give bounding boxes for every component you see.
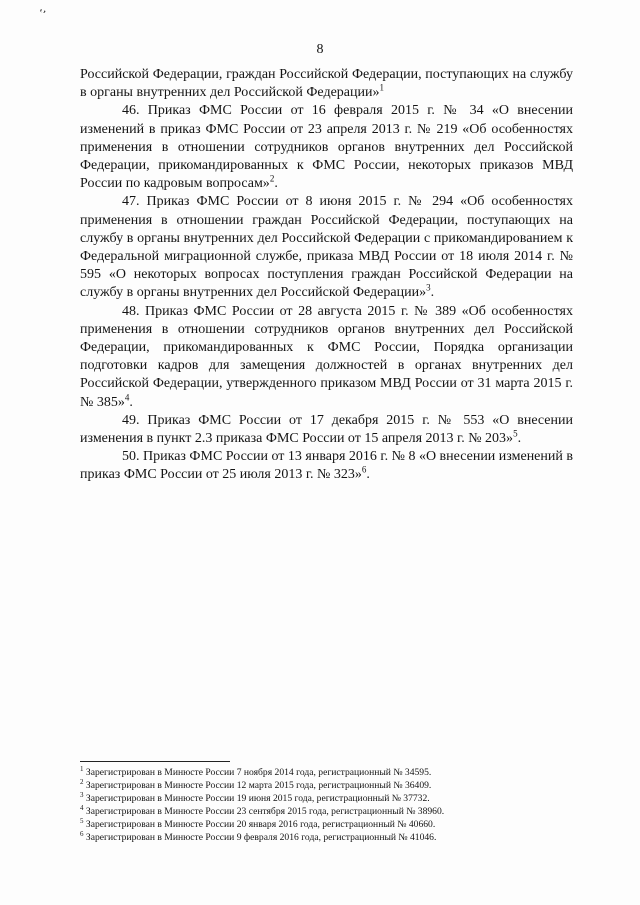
- footnote-number: 1: [80, 764, 84, 773]
- footnote-1: [80, 766, 573, 779]
- footnote-text: Зарегистрирован в Минюсте России 7 ноября 2014 года, регистрационный № 34595.: [85, 767, 432, 778]
- footnote-ref: 4: [124, 392, 130, 402]
- footnote-ref: 3: [426, 282, 431, 293]
- footnote-text: Зарегистрирован в Минюсте России 19 июня 2015 года, регистрационный № 37732.: [85, 793, 430, 804]
- page-number: 8: [316, 42, 324, 57]
- paragraph-item-46: 46. Приказ ФМС России от 16 февраля 2015 г. № 34 «О внесении изменений в приказ ФМС России от 23 апреля 2013 г. № 219 «Об особенностях применения в отношении сотрудников органов внутренних дел Российской Федерации, прикомандированных к ФМС России, некоторых приказов МВД России по кадровым вопросам»$^2$.: [80, 103, 573, 192]
- paragraph-item-50: 50. Приказ ФМС России от 13 января 2016 г. № 8 «О внесении изменений в приказ ФМС России от 25 июля 2013 г. № 323»$^6$.: [80, 449, 573, 483]
- footnote-number: 4: [80, 803, 84, 812]
- footnote-2: [80, 779, 573, 792]
- paragraph-text: Российской Федерации, граждан Российской Федерации, поступающих на службу в органы внутренних дел Российской Федерации»: [80, 67, 573, 101]
- footnote-number: 5: [80, 816, 84, 825]
- paragraph-intro: [80, 66, 573, 102]
- footnote-ref: 2: [269, 173, 275, 184]
- footnote-ref: 1: [379, 82, 384, 93]
- paragraph-text: 48. Приказ ФМС России от 28 августа 2015 г. № 389 «Об особенностях применения в отношении сотрудников органов внутренних дел Российской Федерации, прикомандированных к ФМС России, Порядка организации подготовки кадров для замещения должностей в органах внутренних дел Российской Федерации, утвержденного приказом МВД России от 31 марта 2015 г. № 385»: [80, 303, 573, 410]
- paragraph-text: 50. Приказ ФМС России от 13 января 2016 г. № 8 «О внесении изменений в приказ ФМС России от 25 июля 2013 г. № 323»: [80, 449, 573, 483]
- footnote-6: [80, 831, 573, 844]
- footnote-ref: 5: [513, 428, 518, 439]
- footnote-4: [80, 805, 573, 818]
- footnote-text: Зарегистрирован в Минюсте России 9 февраля 2016 года, регистрационный № 41046.: [85, 832, 437, 843]
- body-text: [80, 66, 573, 485]
- footnote-3: [80, 792, 573, 805]
- paragraph-text: 47. Приказ ФМС России от 8 июня 2015 г. № 294 «Об особенностях применения в отношении граждан Российской Федерации, поступающих на службу в органы внутренних дел Российской Федерации с прикомандированием к Федеральной миграционной службе, приказа МВД России от 18 июля 2014 г. № 595 «О некоторых вопросах поступления граждан Российской Федерации на службу в органы внутренних дел Российской Федерации»: [80, 194, 573, 301]
- footnote-number: 2: [80, 777, 84, 786]
- footnote-text: Зарегистрирован в Минюсте России 12 марта 2015 года, регистрационный № 36409.: [85, 780, 432, 791]
- footnote-ref: 6: [361, 464, 367, 475]
- footnotes: [80, 766, 573, 844]
- paragraph-item-49: 49. Приказ ФМС России от 17 декабря 2015 г. № 553 «О внесении изменения в пункт 2.3 приказа ФМС России от 15 апреля 2013 г. № 203»$^5$.: [80, 412, 573, 447]
- paragraph-text: 49. Приказ ФМС России от 17 декабря 2015 г. № 553 «О внесении изменения в пункт 2.3 приказа ФМС России от 15 апреля 2013 г. № 203»: [80, 412, 573, 447]
- footnote-text: Зарегистрирован в Минюсте России 20 января 2016 года, регистрационный № 40660.: [85, 819, 436, 830]
- footnote-number: 6: [80, 829, 84, 838]
- paragraph-item-47: 47. Приказ ФМС России от 8 июня 2015 г. № 294 «Об особенностях применения в отношении граждан Российской Федерации, поступающих на службу в органы внутренних дел Российской Федерации с прикомандированием к Федеральной миграционной службе, приказа МВД России от 18 июля 2014 г. № 595 «О некоторых вопросах поступления граждан Российской Федерации на службу в органы внутренних дел Российской Федерации»$^3$.: [80, 194, 573, 301]
- paragraph-item-48: 48. Приказ ФМС России от 28 августа 2015 г. № 389 «Об особенностях применения в отношении сотрудников органов внутренних дел Российской Федерации, прикомандированных к ФМС России, Порядка организации подготовки кадров для замещения должностей в органах внутренних дел Российской Федерации, утвержденного приказом МВД России от 31 марта 2015 г. № 385»$^4$.: [80, 303, 573, 410]
- paragraph-text: 46. Приказ ФМС России от 16 февраля 2015 г. № 34 «О внесении изменений в приказ ФМС России от 23 апреля 2013 г. № 219 «Об особенностях применения в отношении сотрудников органов внутренних дел Российской Федерации, прикомандированных к ФМС России, некоторых приказов МВД России по кадровым вопросам»: [80, 103, 573, 192]
- scan-mark: ʽʼ: [36, 7, 48, 21]
- footnote-number: 3: [80, 790, 84, 799]
- footnote-divider: [80, 761, 230, 762]
- footnote-5: [80, 818, 573, 831]
- footnote-text: Зарегистрирован в Минюсте России 23 сентября 2015 года, регистрационный № 38960.: [85, 806, 445, 817]
